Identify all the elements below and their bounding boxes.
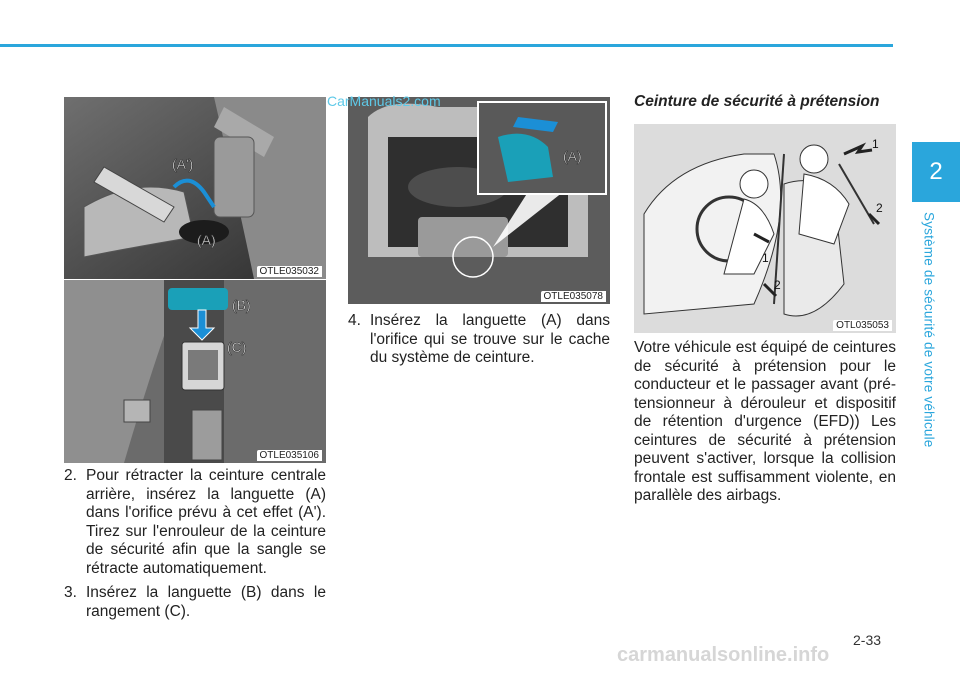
header-rule: [0, 44, 893, 47]
section-heading: Ceinture de sécurité à prétension: [634, 93, 880, 110]
label-a-prime: (A'): [172, 156, 194, 172]
step-number: 3.: [64, 584, 77, 601]
label-a: (A): [563, 148, 582, 164]
figure-belt-storage: [64, 280, 326, 463]
figure-caption: OTLE035106: [257, 450, 323, 461]
steps-list-middle: [348, 312, 610, 374]
label-a: (A): [197, 232, 216, 248]
label-1-lower: 1: [762, 251, 769, 265]
section-paragraph: Votre véhicule est équipé de ceintures de sécurité à prétension pour le conducteur et le passager avant (pré-tensionneur à dérouleur et dispositif de rétention d'urgence (EFD)) Les ceintures de sécurité à prétension peuvent s'activer, lorsque la collision frontale est suffisamment violente, en parallèle des airbags.: [634, 339, 896, 504]
page-number: 2-33: [853, 632, 882, 648]
figure-pretensioner: [634, 124, 896, 333]
step-item: [348, 312, 610, 368]
figure-caption: OTLE035078: [541, 291, 607, 302]
label-1-upper: 1: [872, 137, 879, 151]
chapter-number: 2: [929, 158, 943, 185]
figure-caption: OTL035053: [833, 320, 892, 331]
label-c: (C): [227, 339, 247, 355]
label-b: (B): [232, 297, 251, 313]
label-2-upper: 2: [876, 201, 883, 215]
step-number: 2.: [64, 467, 77, 484]
figure-rear-belt-anchor: [64, 97, 326, 279]
step-item: [64, 584, 326, 621]
watermark-link[interactable]: CarManuals2.com: [327, 93, 441, 109]
step-item: [64, 467, 326, 578]
steps-list-left: [64, 467, 326, 627]
label-2-lower: 2: [774, 278, 781, 292]
step-text: Pour rétracter la ceinture centrale arrière, insérez la languette (A) dans l'orifice prévu à cet effet (A'). Tirez sur l'enrouleur de la ceinture de sécurité afin que la sangle se rétracte automatiquement.: [86, 467, 326, 577]
watermark-footer: carmanualsonline.info: [617, 644, 830, 666]
chapter-tab[interactable]: [912, 142, 960, 202]
figure-caption: OTLE035032: [257, 266, 323, 277]
chapter-title: Système de sécurité de votre véhicule: [921, 212, 937, 448]
step-text: Insérez la languette (B) dans le rangement (C).: [86, 584, 326, 620]
step-text: Insérez la languette (A) dans l'orifice qui se trouve sur le cache du système de ceinture.: [370, 312, 610, 366]
step-number: 4.: [348, 312, 361, 329]
figure-belt-cover: [348, 97, 610, 304]
